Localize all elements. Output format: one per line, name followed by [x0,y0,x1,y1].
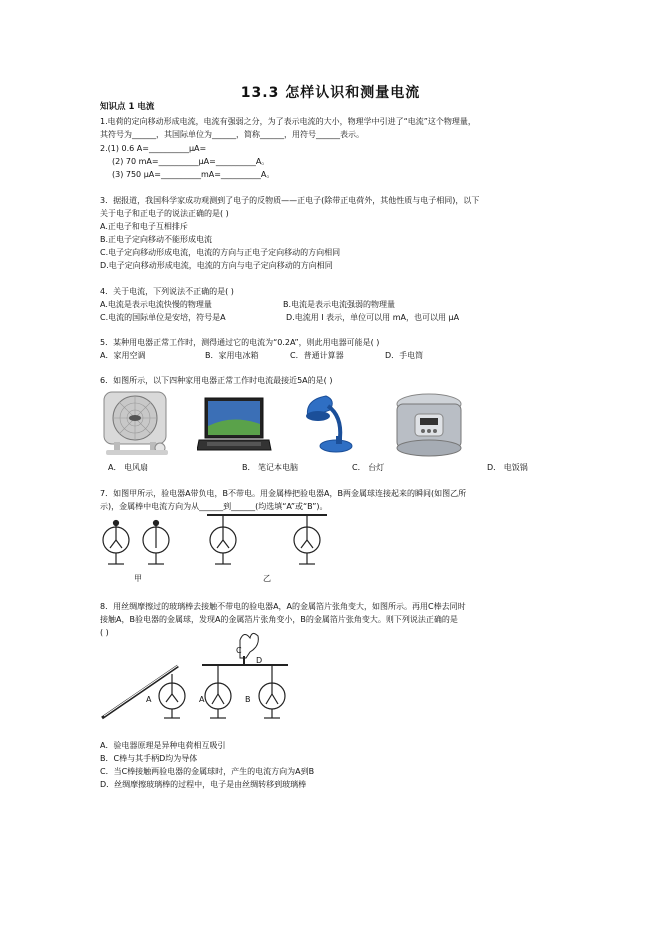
q8-option-c: C．当C棒接触两验电器的金属球时，产生的电流方向为A到B [100,767,315,776]
q3-option-a: A.正电子和电子互相排斥 [100,222,188,231]
q4-option-b: B.电流是表示电流强弱的物理量 [283,300,396,309]
q1-line2: 其符号为______，其国际单位为______，简称______，用符号______表示。 [100,130,364,139]
q4-option-d: D.电流用 I 表示，单位可以用 mA，也可以用 μA [286,313,460,322]
page-title: 13.3 怎样认识和测量电流 [240,85,421,101]
figure-jia-electroscopes [100,518,180,578]
q8-label-c: C [236,646,242,655]
q4-option-c: C.电流的国际单位是安培，符号是A [100,313,226,322]
q8-right-label-a: A [199,695,205,704]
q1-line1: 1.电荷的定向移动形成电流，电流有强弱之分，为了表示电流的大小，物理学中引进了“电流”这个物理量， [100,117,476,126]
q2-line2: (2) 70 mA=__________μA=__________A。 [112,157,270,166]
q3-option-d: D.电子定向移动形成电流，电流的方向与电子定向移动的方向相同 [100,261,333,270]
figure-yi-connected-electroscopes [205,512,330,578]
q5-line1: 5．某种用电器正常工作时，测得通过它的电流为“0.2A”，则此用电器可能是( ) [100,338,380,347]
q3-line1: 3．据报道，我国科学家成功观测到了电子的反物质——正电子(除带正电荷外，其他性质与电子相同)，以下 [100,196,480,205]
section-heading: 知识点 1 电流 [100,102,155,112]
q7-line1: 7．如图甲所示，验电器A带负电，B不带电。用金属棒把验电器A，B两金属球连接起来的瞬间(如图乙所 [100,489,467,498]
q8-line1: 8．用丝绸摩擦过的玻璃棒去接触不带电的验电器A，A的金属箔片张角变大，如图所示。再用C棒去同时 [100,602,466,611]
q8-label-b: B [245,695,251,704]
q5-option-a: A．家用空调 [100,351,146,360]
figure-c-rod-electroscopes [196,628,296,724]
q2-line1: 2.(1) 0.6 A=__________μA= [100,144,207,153]
laptop-image [197,396,272,456]
q6-option-b: B． 笔记本电脑 [242,463,299,472]
q7-line2: 示)，金属棒中电流方向为从______到______(均选填“A”或“B”)。 [100,502,328,511]
q6-option-c: C． 台灯 [352,463,385,472]
q3-option-b: B.正电子定向移动不能形成电流 [100,235,213,244]
q2-line3: (3) 750 μA=__________mA=__________A。 [112,170,275,179]
desk-lamp-image [298,392,358,458]
q4-line1: 4．关于电流，下列说法不正确的是( ) [100,287,234,296]
q8-line2: 接触A，B验电器的金属球，发现A的金属箔片张角变小，B的金属箔片张角变大。则下列说法正确的是 [100,615,458,624]
q5-option-b: B．家用电冰箱 [205,351,259,360]
electric-fan-image [100,390,175,458]
q8-option-d: D．丝绸摩擦玻璃棒的过程中，电子是由丝绸转移到玻璃棒 [100,780,307,789]
q8-label-d: D [256,656,263,665]
figure-glass-rod-electroscope [100,662,192,722]
q3-option-c: C.电子定向移动形成电流，电流的方向与正电子定向移动的方向相同 [100,248,341,257]
rice-cooker-image [393,390,465,458]
q6-line1: 6．如图所示，以下四种家用电器正常工作时电流最接近5A的是( ) [100,376,333,385]
q5-option-d: D．手电筒 [385,351,424,360]
q8-option-a: A．验电器原理是异种电荷相互吸引 [100,741,226,750]
q6-option-a: A． 电风扇 [108,463,149,472]
q8-option-b: B．C棒与其手柄D均为导体 [100,754,198,763]
q5-option-c: C．普通计算器 [290,351,344,360]
q4-option-a: A.电流是表示电流快慢的物理量 [100,300,212,309]
q6-option-d: D． 电饭锅 [487,463,528,472]
q3-line2: 关于电子和正电子的说法正确的是( ) [100,209,229,218]
figure-jia-label: 甲 [134,574,142,583]
q8-line3: ( ) [100,628,109,637]
figure-yi-label: 乙 [263,574,271,583]
q8-left-label-a: A [146,695,152,704]
